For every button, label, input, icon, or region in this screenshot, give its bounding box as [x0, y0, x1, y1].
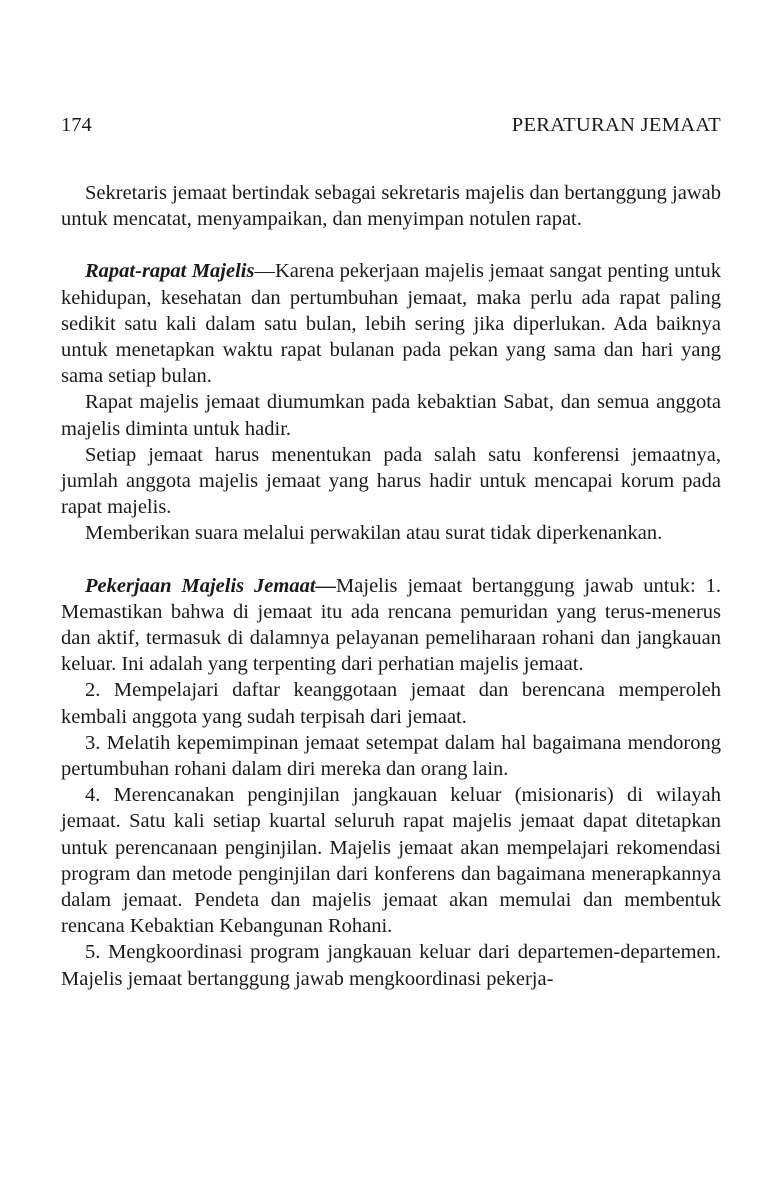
- paragraph-meetings: [61, 258, 721, 389]
- list-item-4: 4. Merencanakan penginjilan jangkauan keluar (misionaris) di wilayah jemaat. Satu kali setiap kuartal seluruh rapat majelis jemaat dapat ditetapkan untuk perencanaan penginjilan. Majelis jemaat akan mempelajari rekomendasi program dan metode penginjilan dari konferens dan bagaimana menerapkannya dalam jemaat. Pendeta dan majelis jemaat akan memulai dan membentuk rencana Kebaktian Kebangunan Rohani.: [61, 784, 721, 938]
- heading-meetings: Rapat-rapat Majelis: [85, 260, 255, 283]
- paragraph-quorum: Setiap jemaat harus menentukan pada salah satu konferensi jemaatnya, jumlah anggota majelis jemaat yang harus hadir untuk mencapai korum pada rapat majelis.: [61, 443, 721, 519]
- running-head: [61, 114, 721, 144]
- heading-board-work: Pekerjaan Majelis Jemaat—: [85, 574, 337, 597]
- paragraph-announcement: Rapat majelis jemaat diumumkan pada kebaktian Sabat, dan semua anggota majelis diminta untuk hadir.: [61, 391, 721, 440]
- list-item-2: 2. Mempelajari daftar keanggotaan jemaat dan berencana memperoleh kembali anggota yang sudah terpisah dari jemaat.: [61, 679, 721, 728]
- heading-dash: —: [254, 260, 275, 283]
- list-item-3: 3. Melatih kepemimpinan jemaat setempat dalam hal bagaimana mendorong pertumbuhan rohani dalam diri mereka dan orang lain.: [61, 731, 721, 781]
- paragraph-secretary: Sekretaris jemaat bertindak sebagai sekretaris majelis dan bertanggung jawab untuk mencatat, menyampaikan, dan menyimpan notulen rapat.: [61, 182, 721, 231]
- list-item-5: 5. Mengkoordinasi program jangkauan keluar dari departemen-departemen. Majelis jemaat bertanggung jawab mengkoordinasi pekerja-: [61, 941, 721, 990]
- paragraph-proxy-vote: Memberikan suara melalui perwakilan atau surat tidak diperkenankan.: [85, 522, 663, 545]
- page-number: 174: [61, 114, 92, 136]
- paragraph-board-work-text: Majelis jemaat bertanggung jawab untuk: 1. Memastikan bahwa di jemaat itu ada rencana pemuridan yang terus-menerus dan aktif, termasuk di dalamnya pelayanan pemeliharaan rohani dan jangkauan keluar. Ini adalah yang terpenting dari perhatian majelis jemaat.: [61, 574, 721, 676]
- paragraph-meetings-text: Karena pekerjaan majelis jemaat sangat penting untuk kehidupan, kesehatan dan pertumbuhan jemaat, maka perlu ada rapat paling sedikit satu kali dalam satu bulan, lebih sering jika diperlukan. Ada baiknya untuk menetapkan waktu rapat bulanan pada pekan yang sama dan hari yang sama setiap bulan.: [61, 260, 721, 388]
- paragraph-board-work: [61, 573, 721, 678]
- running-title: PERATURAN JEMAAT: [511, 114, 721, 136]
- book-page: [61, 114, 721, 992]
